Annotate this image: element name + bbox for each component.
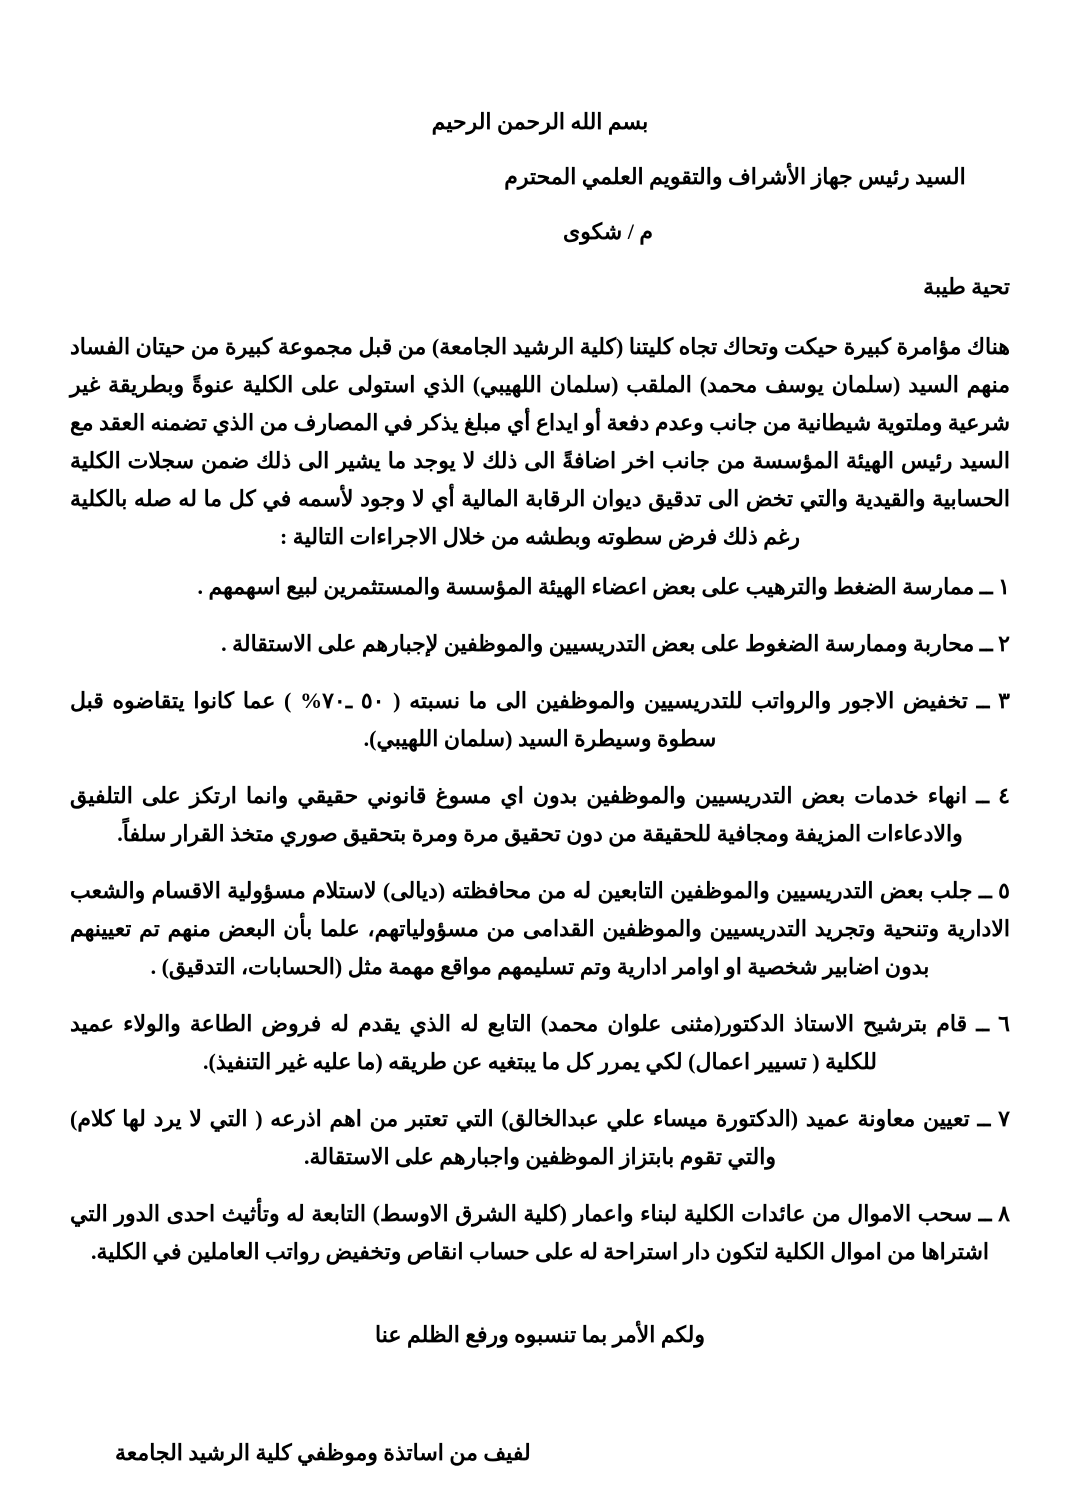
greeting-line: تحية طيبة: [923, 274, 1010, 299]
complaint-item-7: ٧ ــ تعيين معاونة عميد (الدكتورة ميساء علي عبدالخالق) التي تعتبر من اهم اذرعه ( التي لا يرد لها كلام) والتي تقوم بابتزاز الموظفين واجبارهم على الاستقالة.: [70, 1106, 1010, 1169]
closing-line: ولكم الأمر بما تنسبوه ورفع الظلم عنا: [375, 1322, 705, 1347]
complaint-item-1: ١ ــ ممارسة الضغط والترهيب على بعض اعضاء الهيئة المؤسسة والمستثمرين لبيع اسهمهم .: [197, 574, 1010, 599]
complaint-item-4: ٤ ــ انهاء خدمات بعض التدريسيين والموظفين بدون اي مسوغ قانوني حقيقي وانما ارتكز على التلفيق والادعاءات المزيفة ومجافية للحقيقة من دون تحقيق مرة ومرة بتحقيق صوري متخذ القرار سلفاً.: [70, 783, 1010, 846]
signature-line: لفيف من اساتذة وموظفي كلية الرشيد الجامعة: [115, 1440, 531, 1465]
complaint-item-2: ٢ ــ محاربة وممارسة الضغوط على بعض التدريسيين والموظفين لإجبارهم على الاستقالة .: [221, 631, 1010, 656]
complaint-item-5: ٥ ــ جلب بعض التدريسيين والموظفين التابعين له من محافظته (ديالى) لاستلام مسؤولية الاقسام والشعب الادارية وتنحية وتجريد التدريسيين والموظفين القدامى من مسؤولياتهم، علما بأن البعض منهم تم تعيينهم بدون اضابير شخصية او اوامر ادارية وتم تسليمهم مواقع مهمة مثل (الحسابات، التدقيق) .: [70, 878, 1010, 979]
subject-line: م / شكوى: [563, 219, 653, 244]
complaint-item-6: ٦ ــ قام بترشيح الاستاذ الدكتور(مثنى علوان محمد) التابع له الذي يقدم له فروض الطاعة والولاء عميد للكلية ( تسيير اعمال) لكي يمرر كل ما يبتغيه عن طريقه (ما عليه غير التنفيذ).: [70, 1011, 1010, 1074]
intro-paragraph: هناك مؤامرة كبيرة حيكت وتحاك تجاه كليتنا (كلية الرشيد الجامعة) من قبل مجموعة كبيرة من حيتان الفساد منهم السيد (سلمان يوسف محمد) الملقب (سلمان اللهيبي) الذي استولى على الكلية عنوةً وبطريقة غير شرعية وملتوية شيطانية من جانب وعدم دفعة أو ايداع أي مبلغ يذكر في المصارف من الذي تضمنه العقد مع السيد رئيس الهيئة المؤسسة من جانب اخر اضافةً الى ذلك لا يوجد ما يشير الى ذلك ضمن سجلات الكلية الحسابية والقيدية والتي تخض الى تدقيق ديوان الرقابة المالية أي لا وجود لأسمه في كل ما له صله بالكلية رغم ذلك فرض سطوته وبطشه من خلال الاجراءات التالية :: [70, 334, 1010, 549]
addressee-line: السيد رئيس جهاز الأشراف والتقويم العلمي المحترم: [504, 164, 966, 189]
basmala-line: بسم الله الرحمن الرحيم: [431, 109, 649, 134]
complaint-item-8: ٨ ــ سحب الاموال من عائدات الكلية لبناء واعمار (كلية الشرق الاوسط) التابعة له وتأثيث احدى الدور التي اشتراها من اموال الكلية لتكون دار استراحة له على حساب انقاص وتخفيض رواتب العاملين في الكلية.: [70, 1201, 1010, 1264]
complaint-item-3: ٣ ــ تخفيض الاجور والرواتب للتدريسيين والموظفين الى ما نسبته ( ٥٠ ـ٧٠% ) عما كانوا يتقاضوه قبل سطوة وسيطرة السيد (سلمان اللهيبي).: [70, 688, 1010, 751]
